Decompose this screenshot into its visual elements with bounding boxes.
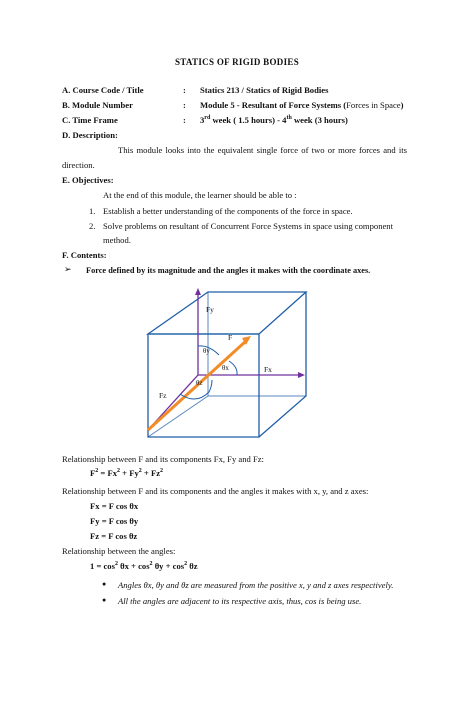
relation-2-intro: Relationship between F and its components and the angles it makes with x, y, and z axes: (62, 486, 369, 496)
note-1-bullet-icon: ● (102, 580, 107, 588)
eq1-exp-d: 2 (160, 468, 164, 475)
eq1-f: F (90, 468, 96, 478)
y-axis-arrowhead (195, 288, 201, 295)
eq3-b: θx + cos (117, 561, 150, 571)
week-start-num: 3 (200, 115, 205, 125)
week-end-rest: week (3 hours) (291, 115, 348, 125)
objective-1-num: 1. (89, 206, 96, 216)
fx-label: Fx (264, 365, 272, 374)
eq1-exp-b: 2 (117, 468, 120, 475)
fy-label: Fy (206, 305, 214, 314)
page-title: STATICS OF RIGID BODIES (174, 57, 299, 67)
course-code-value: Statics 213 / Statics of Rigid Bodies (200, 85, 329, 95)
note-2-bullet-icon: ● (102, 596, 107, 604)
relation-3-intro: Relationship between the angles: (62, 546, 176, 556)
eq1-exp-a: 2 (95, 468, 99, 475)
contents-heading: Force defined by its magnitude and the angles it makes with the coordinate axes. (86, 266, 371, 275)
objective-2-num: 2. (89, 221, 96, 231)
eq1-fy: + Fy (120, 468, 139, 478)
eq1-fz: + Fz (141, 468, 161, 478)
week-end-num: 4 (282, 115, 287, 125)
theta-x-arc (229, 361, 237, 375)
description-text: This module looks into the equivalent single force of two or more forces and its direction. (62, 145, 407, 170)
eq3-exp-b: 2 (149, 561, 153, 568)
week-start-sup: rd (204, 115, 211, 122)
time-frame-colon: : (183, 115, 186, 125)
eq1-fx: = Fx (98, 468, 117, 478)
objectives-intro: At the end of this module, the learner should be able to : (103, 190, 297, 200)
week-start-rest: week ( 1.5 hours) - (210, 115, 283, 125)
eq3-a: 1 = cos (90, 561, 115, 571)
note-1-text: Angles θx, θy and θz are measured from the positive x, y and z axes respectively. (118, 580, 394, 590)
f-label: F (228, 333, 233, 342)
fy-equation: Fy = F cos θy (90, 516, 139, 526)
course-code-colon: : (183, 85, 186, 95)
module-number-bold: Module 5 - Resultant of Force Systems ( (200, 100, 347, 110)
arrow-bullet-icon: ➢ (64, 264, 72, 274)
eq1-exp-c: 2 (138, 468, 142, 475)
description-label: D. Description: (62, 130, 118, 140)
fz-equation: Fz = F cos θz (90, 531, 138, 541)
eq3-c: θy + cos (152, 561, 185, 571)
eq3-exp-a: 2 (114, 561, 118, 568)
module-number-colon: : (183, 100, 186, 110)
objective-2-text-cont: method. (103, 235, 131, 245)
theta-y-label: θy (203, 347, 210, 355)
fz-label: Fz (159, 391, 167, 400)
module-number-close: ) (400, 100, 404, 110)
objectives-label: E. Objectives: (62, 175, 114, 185)
objective-2-text: Solve problems on resultant of Concurrent Force Systems in space using component (103, 221, 393, 231)
theta-x-label: θx (222, 364, 229, 372)
week-end-sup: th (286, 115, 292, 122)
objective-1-text: Establish a better understanding of the components of the force in space. (103, 206, 353, 216)
note-2-text: All the angles are adjacent to its respective axis, thus, cos is being use. (118, 596, 362, 606)
theta-z-label: θz (196, 379, 203, 387)
module-number-subtitle: Forces in Space (346, 100, 401, 110)
module-number-label: B. Module Number (62, 100, 133, 110)
relation-3-equation (90, 561, 198, 572)
relation-1-equation (90, 468, 163, 479)
fx-equation: Fx = F cos θx (90, 501, 139, 511)
time-frame-label: C. Time Frame (62, 115, 118, 125)
course-code-label: A. Course Code / Title (62, 85, 144, 95)
relation-1-intro: Relationship between F and its components Fx, Fy and Fz: (62, 454, 264, 464)
eq3-d: θz (187, 561, 198, 571)
contents-label: F. Contents: (62, 250, 107, 260)
eq3-exp-c: 2 (184, 561, 188, 568)
x-axis-arrowhead (298, 372, 305, 378)
